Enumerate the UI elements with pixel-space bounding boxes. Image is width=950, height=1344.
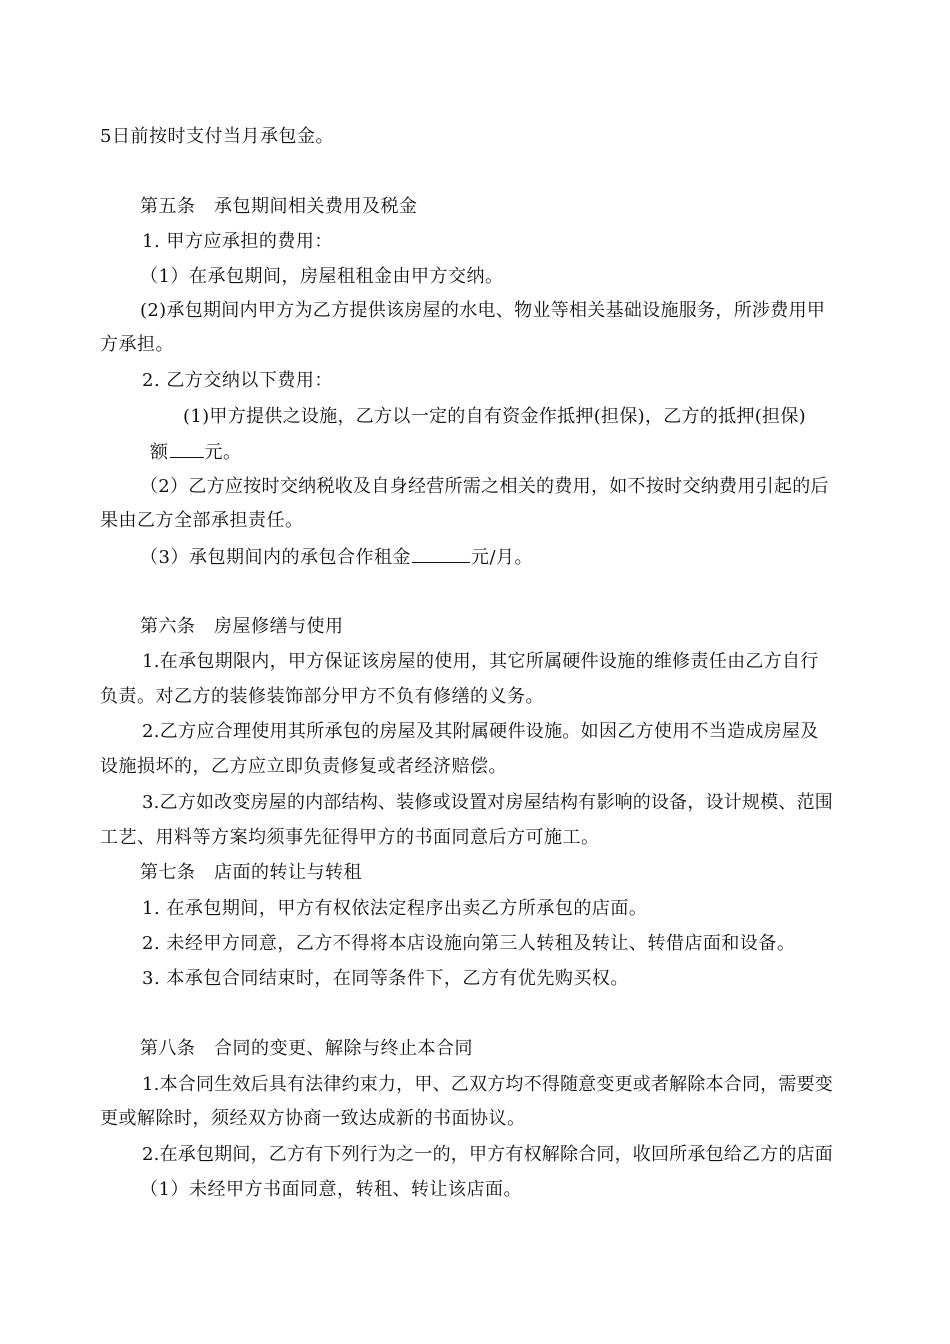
paragraph-line: 1.在承包期限内，甲方保证该房屋的使用，其它所属硬件设施的维修责任由乙方自行 xyxy=(142,651,819,672)
paragraph-line: 2. 乙方交纳以下费用： xyxy=(142,370,333,391)
paragraph-line xyxy=(140,544,533,571)
paragraph-line: 1. 甲方应承担的费用： xyxy=(142,231,333,252)
paragraph-line: 方承担。 xyxy=(100,334,174,355)
paragraph-line xyxy=(150,439,242,466)
paragraph-line: 果由乙方全部承担责任。 xyxy=(100,510,304,531)
paragraph-line: 更或解除时，须经双方协商一致达成新的书面协议。 xyxy=(100,1108,526,1129)
paragraph-line: 3.乙方如改变房屋的内部结构、装修或设置对房屋结构有影响的设备，设计规模、范围 xyxy=(142,792,833,813)
paragraph-line: 设施损坏的，乙方应立即负责修复或者经济赔偿。 xyxy=(100,756,507,777)
article-6-heading: 第六条 房屋修缮与使用 xyxy=(140,616,344,637)
fill-in-blank xyxy=(412,544,470,563)
paragraph-line: （1）在承包期间，房屋租租金由甲方交纳。 xyxy=(140,266,504,287)
article-5-heading: 第五条 承包期间相关费用及税金 xyxy=(140,196,418,217)
paragraph-line: 2.乙方应合理使用其所承包的房屋及其附属硬件设施。如因乙方使用不当造成房屋及 xyxy=(142,721,819,742)
paragraph-line: 3. 本承包合同结束时，在同等条件下，乙方有优先购买权。 xyxy=(142,968,629,989)
text-segment: 元/月。 xyxy=(470,547,534,568)
paragraph-line: 负责。对乙方的装修装饰部分甲方不负有修缮的义务。 xyxy=(100,686,544,707)
paragraph-line: （1）未经甲方书面同意，转租、转让该店面。 xyxy=(140,1179,522,1200)
paragraph-line: (1)甲方提供之设施，乙方以一定的自有资金作抵押(担保)，乙方的抵押(担保) xyxy=(183,406,806,427)
paragraph-line: (2)承包期间内甲方为乙方提供该房屋的水电、物业等相关基础设施服务，所涉费用甲 xyxy=(140,300,826,321)
article-7-heading: 第七条 店面的转让与转租 xyxy=(140,862,362,883)
paragraph-line: 2.在承包期间，乙方有下列行为之一的，甲方有权解除合同，收回所承包给乙方的店面 xyxy=(142,1144,833,1165)
paragraph-line: 1.本合同生效后具有法律约束力，甲、乙双方均不得随意变更或者解除本合同，需要变 xyxy=(142,1074,833,1095)
fill-in-blank xyxy=(170,439,204,458)
text-segment: 元。 xyxy=(204,442,242,463)
paragraph-line: （2）乙方应按时交纳税收及自身经营所需之相关的费用，如不按时交纳费用引起的后 xyxy=(140,476,829,497)
paragraph-line: 1. 在承包期间，甲方有权依法定程序出卖乙方所承包的店面。 xyxy=(142,898,648,919)
paragraph-line: 工艺、用料等方案均须事先征得甲方的书面同意后方可施工。 xyxy=(100,827,600,848)
article-8-heading: 第八条 合同的变更、解除与终止本合同 xyxy=(140,1038,473,1059)
paragraph-line: 2. 未经甲方同意，乙方不得将本店设施向第三人转租及转让、转借店面和设备。 xyxy=(142,933,796,954)
paragraph-line: 5日前按时支付当月承包金。 xyxy=(100,126,334,147)
text-segment: 额 xyxy=(150,442,169,463)
text-segment: （3）承包期间内的承包合作租金 xyxy=(140,547,411,568)
